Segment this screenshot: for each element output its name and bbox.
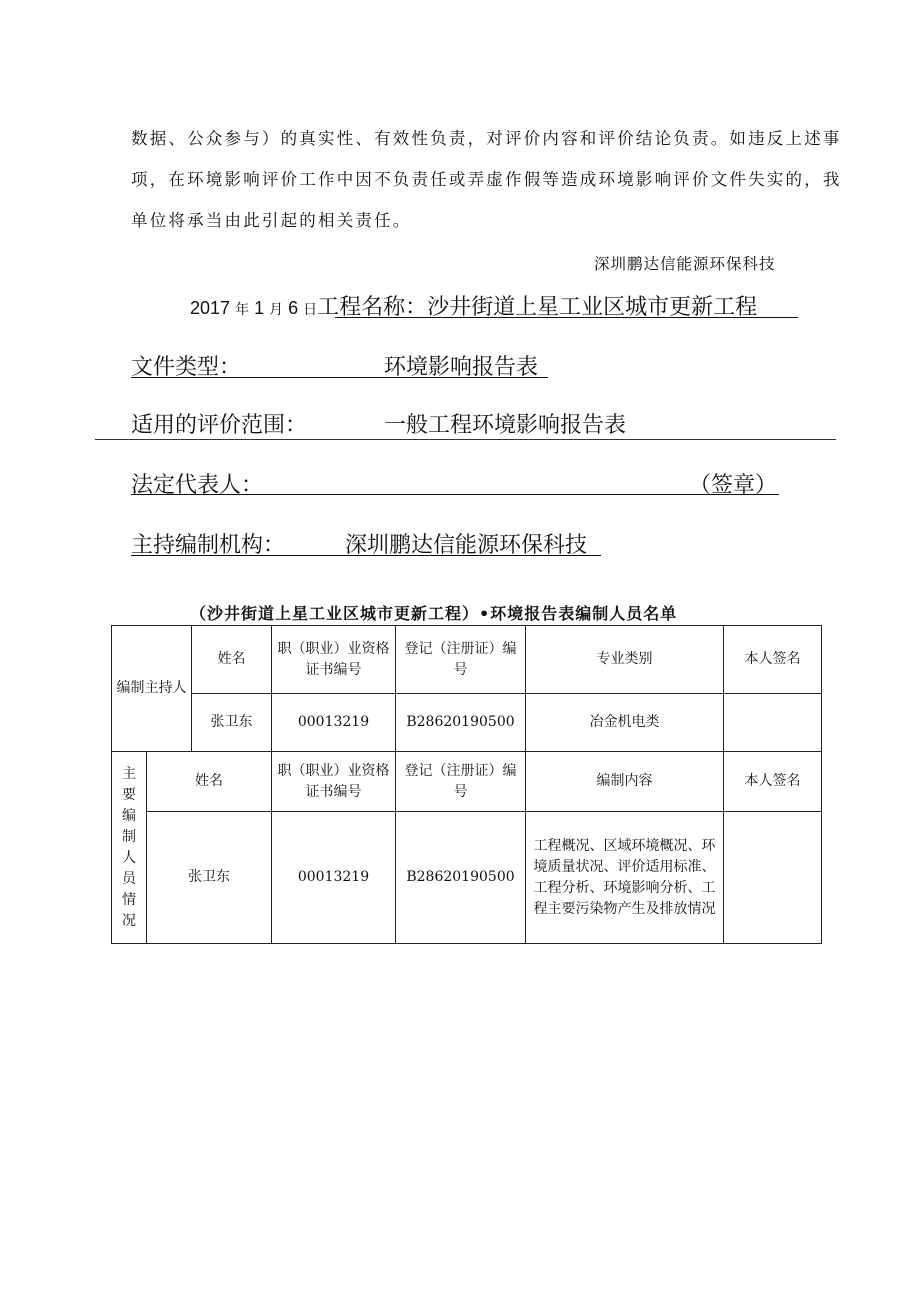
- header-reg: 登记（注册证）编号: [396, 626, 526, 694]
- org-label: 主持编制机构：: [131, 533, 286, 558]
- type-underline: [131, 377, 548, 378]
- staff-table: [111, 625, 822, 944]
- header-cert: 职（职业）业资格证书编号: [272, 626, 396, 694]
- legal-value: （签章）: [689, 473, 778, 498]
- host-section-label: 编制主持人: [112, 626, 192, 752]
- scope-field: [131, 408, 627, 439]
- main-signature: [724, 812, 822, 944]
- main-content: 工程概况、区域环境概况、环境质量状况、评价适用标准、工程分析、环境影响分析、工程主要污染物产生及排放情况: [526, 812, 724, 944]
- legal-label: 法定代表人：: [131, 473, 264, 498]
- main-reg: B28620190500: [396, 812, 526, 944]
- declaration-line: 数据、公众参与）的真实性、有效性负责，对评价内容和评价结论负责。如违反上述事: [131, 129, 842, 148]
- header-name: 姓名: [147, 752, 272, 812]
- type-label: 文件类型：: [131, 355, 242, 380]
- declaration-line: 单位将承当由此引起的相关责任。: [131, 211, 412, 230]
- main-name: 张卫东: [147, 812, 272, 944]
- project-underline: [335, 317, 798, 318]
- project-value: 沙井街道上星工业区城市更新工程: [427, 295, 758, 320]
- host-category: 冶金机电类: [526, 694, 724, 752]
- declaration-line: 项，在环境影响评价工作中因不负责任或弄虚作假等造成环境影响评价文件失实的，我: [131, 170, 842, 189]
- scope-label: 适用的评价范围：: [131, 413, 308, 438]
- header-cert: 职（职业）业资格证书编号: [272, 752, 396, 812]
- company-signature: 深圳鹏达信能源环保科技: [594, 255, 776, 273]
- header-signature: 本人签名: [724, 626, 822, 694]
- table-row: [112, 626, 822, 694]
- legal-underline: [131, 494, 779, 495]
- host-signature: [724, 694, 822, 752]
- main-section-label: 主要编制人员情况: [112, 752, 147, 944]
- scope-value: 一般工程环境影响报告表: [384, 413, 627, 438]
- host-reg: B28620190500: [396, 694, 526, 752]
- org-value: 深圳鹏达信能源环保科技: [345, 533, 588, 558]
- header-content: 编制内容: [526, 752, 724, 812]
- header-category: 专业类别: [526, 626, 724, 694]
- divider-line: [95, 439, 836, 440]
- org-underline: [131, 555, 601, 556]
- table-title: （沙井街道上星工业区城市更新工程）•环境报告表编制人员名单: [190, 604, 678, 623]
- host-name: 张卫东: [192, 694, 272, 752]
- type-value: 环境影响报告表: [384, 355, 539, 380]
- header-name: 姓名: [192, 626, 272, 694]
- main-cert: 00013219: [272, 812, 396, 944]
- host-cert: 00013219: [272, 694, 396, 752]
- project-label: 工程名称：: [317, 295, 428, 320]
- header-reg: 登记（注册证）编号: [396, 752, 526, 812]
- table-row: [112, 694, 822, 752]
- date: 2017 年 1 月 6 日: [190, 298, 318, 318]
- declaration-paragraph: [131, 118, 842, 241]
- table-row: [112, 812, 822, 944]
- table-row: [112, 752, 822, 812]
- header-signature: 本人签名: [724, 752, 822, 812]
